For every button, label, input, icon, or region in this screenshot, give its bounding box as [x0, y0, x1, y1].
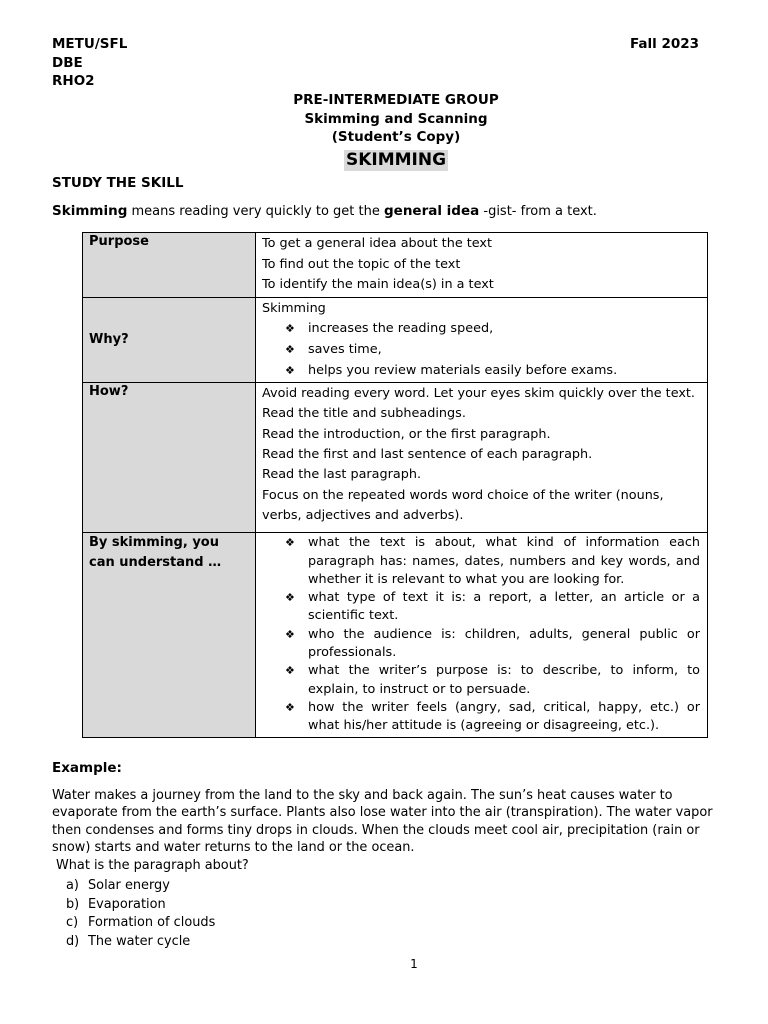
list-item [262, 626, 700, 663]
understand-bullet-list [262, 534, 700, 735]
option-text: The water cycle [88, 933, 191, 949]
bullet-text: what type of text it is: a report, a letter, an article or a scientific text. [308, 590, 700, 624]
example-paragraph: Water makes a journey from the land to the sky and back again. The sun’s heat causes water to evaporate from the earth’s surface. Plants also lose water into the air (transpiration). The water vapor then condenses and forms tiny drops in clouds. When the clouds meet cool air, precipitation (rain or snow) starts and water returns to the land or the ocean. [52, 788, 713, 856]
why-label: Why? [83, 297, 256, 382]
institution-line: METU/SFL [52, 36, 128, 52]
bullet-text: helps you review materials easily before exams. [308, 362, 618, 378]
option-letter: a) [66, 878, 79, 893]
option-text: Solar energy [88, 878, 170, 893]
purpose-cell [256, 233, 708, 298]
example-question: What is the paragraph about? [56, 858, 249, 873]
purpose-row [83, 233, 708, 298]
page-number: 1 [410, 957, 418, 971]
understand-row [83, 533, 708, 737]
purpose-line: To get a general idea about the text [262, 236, 493, 251]
list-item [262, 699, 700, 736]
bullet-text: saves time, [308, 341, 382, 357]
definition-text-1: means reading very quickly to get the [127, 204, 384, 219]
bullet-text: increases the reading speed, [308, 321, 494, 337]
term-label: Fall 2023 [630, 36, 700, 52]
option-letter: c) [66, 915, 79, 931]
diamond-bullet-icon: ❖ [285, 322, 295, 336]
purpose-label: Purpose [83, 233, 256, 298]
answer-option-d [52, 933, 215, 952]
definition-key: general idea [384, 203, 480, 219]
subject-title: Skimming and Scanning [304, 110, 488, 127]
bullet-text: what the text is about, what kind of information each paragraph has: names, dates, numbers and key words, and whether it is relevant to what you are looking for. [308, 535, 700, 587]
how-line: Read the last paragraph. [262, 467, 422, 483]
institution-block [52, 35, 127, 91]
copy-label: (Student’s Copy) [331, 129, 461, 145]
skimming-definition [52, 203, 597, 219]
option-letter: d) [66, 933, 80, 949]
understand-label: By skimming, you can understand … [83, 533, 256, 737]
diamond-bullet-icon: ❖ [285, 342, 295, 356]
example-heading: Example: [52, 760, 122, 776]
why-row [83, 297, 708, 382]
option-text: Evaporation [88, 896, 166, 912]
purpose-line: To identify the main idea(s) in a text [262, 277, 494, 293]
bullet-text: what the writer’s purpose is: to describe, to inform, to explain, to instruct or to persuade. [308, 663, 700, 697]
why-bullet-list [262, 319, 700, 381]
bullet-text: who the audience is: children, adults, general public or professionals. [308, 626, 700, 661]
how-line: Read the introduction, or the first paragraph. [262, 426, 551, 442]
answer-option-b [52, 896, 215, 915]
diamond-bullet-icon: ❖ [285, 536, 295, 550]
study-heading: STUDY THE SKILL [52, 175, 184, 191]
option-text: Formation of clouds [88, 915, 216, 931]
purpose-line: To find out the topic of the text [262, 256, 461, 272]
answer-option-c [52, 914, 215, 933]
how-line: Focus on the repeated words word choice of the writer (nouns, verbs, adjectives and adverbs). [262, 487, 664, 523]
diamond-bullet-icon: ❖ [285, 664, 295, 678]
why-intro: Skimming [262, 300, 326, 316]
how-cell [256, 383, 708, 533]
list-item [262, 662, 700, 699]
title-block [0, 91, 768, 147]
group-title: PRE-INTERMEDIATE GROUP [293, 92, 499, 108]
course-line: RHO2 [52, 73, 95, 89]
option-letter: b) [66, 896, 80, 912]
answer-options [52, 877, 215, 951]
page-title-wrap [0, 150, 768, 171]
definition-term: Skimming [52, 203, 128, 219]
how-line: Read the title and subheadings. [262, 406, 466, 422]
skill-table [82, 232, 708, 738]
diamond-bullet-icon: ❖ [285, 363, 295, 377]
definition-text-2: -gist- from a text. [479, 204, 597, 219]
list-item [262, 534, 700, 589]
how-line: Avoid reading every word. Let your eyes skim quickly over the text. [262, 386, 695, 402]
understand-cell [256, 533, 708, 737]
list-item [262, 361, 700, 382]
how-row [83, 383, 708, 533]
diamond-bullet-icon: ❖ [285, 591, 295, 605]
how-line: Read the first and last sentence of each paragraph. [262, 447, 593, 463]
department-line: DBE [52, 54, 83, 71]
bullet-text: how the writer feels (angry, sad, critical, happy, etc.) or what his/her attitude is (agreeing or disagreeing, etc.). [308, 699, 700, 734]
page-title: SKIMMING [345, 150, 447, 170]
diamond-bullet-icon: ❖ [285, 700, 295, 714]
list-item [262, 589, 700, 626]
how-label: How? [83, 383, 256, 533]
list-item [262, 340, 700, 361]
answer-option-a [52, 877, 215, 896]
diamond-bullet-icon: ❖ [285, 627, 295, 641]
list-item [262, 319, 700, 340]
why-cell [256, 297, 708, 382]
